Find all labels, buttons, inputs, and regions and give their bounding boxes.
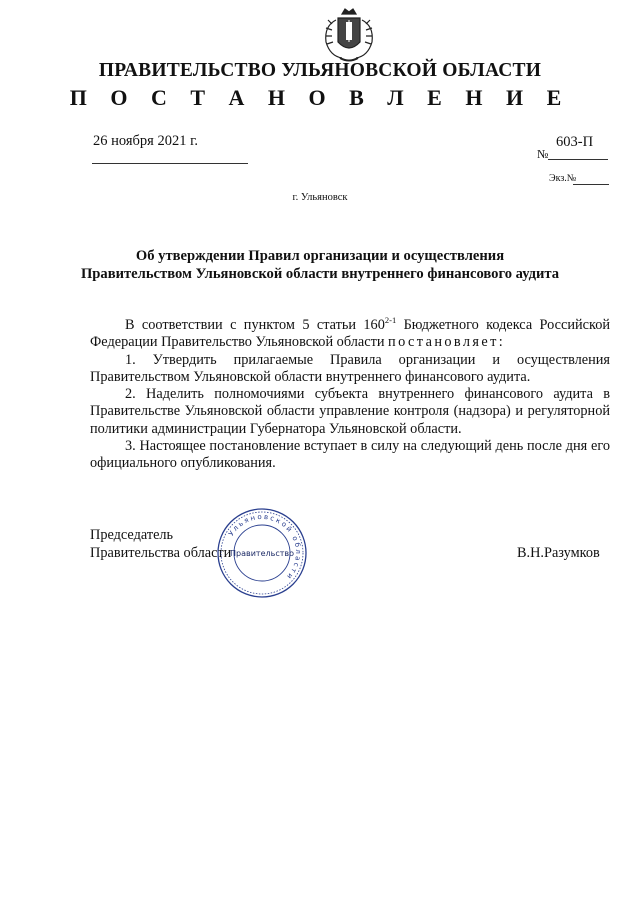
- title-line-1: Об утверждении Правил организации и осуществления: [135, 248, 505, 264]
- article-superscript: 2-1: [384, 315, 397, 326]
- number-prefix: №: [537, 147, 549, 161]
- document-number: 603-П: [556, 134, 594, 150]
- number-underline: [548, 159, 608, 160]
- organization-name: ПРАВИТЕЛЬСТВО УЛЬЯНОВСКОЙ ОБЛАСТИ: [98, 60, 542, 81]
- official-seal-icon: [216, 507, 308, 599]
- intro-text-end: :: [498, 334, 503, 351]
- copy-number-label: Экз.№: [549, 173, 577, 184]
- signatory-title-line-1: Председатель: [90, 527, 174, 543]
- document-date: 26 ноября 2021 г.: [93, 133, 199, 149]
- coat-of-arms-icon: [318, 6, 380, 66]
- intro-text-middle: Бюджетного кодекса Российской Федерации Правительство Ульяновской области: [90, 317, 610, 351]
- intro-verb: постановляет: [388, 334, 499, 351]
- document-body: [90, 317, 610, 473]
- signatory-title: [90, 527, 231, 562]
- title-line-2: Правительством Ульяновской области внутреннего финансового аудита: [80, 266, 560, 282]
- svg-text:Ульяновской области: [227, 513, 302, 582]
- document-type: П О С Т А Н О В Л Е Н И Е: [69, 85, 571, 110]
- document-title: [0, 247, 640, 283]
- signatory-title-line-2: Правительства области: [90, 544, 232, 561]
- intro-text-start: В соответствии с пунктом 5 статьи 160: [125, 317, 385, 333]
- date-underline: [92, 163, 248, 164]
- item-2: 2. Наделить полномочиями субъекта внутреннего финансового аудита в Правительстве Ульяновской области управление контроля (надзора) и регуляторной политики администрации Губернатора Ульяновской области.: [90, 386, 610, 437]
- item-3: 3. Настоящее постановление вступает в силу на следующий день после дня его официального опубликования.: [90, 438, 610, 472]
- item-1: 1. Утвердить прилагаемые Правила организации и осуществления Правительством Ульяновской области внутреннего финансового аудита.: [90, 351, 610, 385]
- seal-ring-text: Ульяновской области: [227, 512, 303, 582]
- seal-center-text: Правительство: [230, 549, 294, 558]
- city: г. Ульяновск: [292, 192, 348, 203]
- signatory-name: В.Н.Разумков: [517, 545, 600, 561]
- intro-paragraph: [90, 317, 610, 352]
- copy-number-underline: [573, 184, 609, 185]
